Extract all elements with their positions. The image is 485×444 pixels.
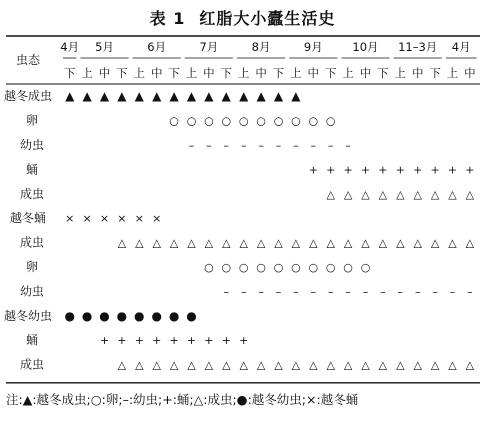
period-header: 中 (464, 66, 476, 80)
stage-mark: ○ (291, 261, 301, 274)
month-header: 4月 (451, 40, 471, 54)
stage-mark: – (206, 139, 212, 152)
stage-mark: – (327, 139, 334, 152)
stage-mark: + (99, 334, 110, 348)
stage-mark: ● (134, 308, 145, 323)
row-label: 卵 (25, 260, 39, 274)
stage-mark: + (117, 334, 127, 348)
stage-mark: △ (169, 358, 179, 372)
table-number: 表 1 (149, 9, 186, 28)
month-header: 9月 (303, 40, 323, 54)
stage-mark: – (414, 285, 421, 299)
stage-mark: △ (256, 358, 266, 372)
stage-mark: △ (256, 236, 266, 250)
period-header: 中 (411, 66, 424, 80)
stage-mark: △ (396, 187, 405, 201)
stage-mark: – (327, 285, 334, 299)
period-header: 下 (220, 66, 233, 80)
stage-mark: △ (378, 236, 388, 250)
stage-mark: △ (448, 358, 457, 372)
stage-mark: ○ (186, 114, 197, 128)
stage-mark: △ (152, 358, 161, 372)
stage-mark: ▲ (256, 89, 266, 104)
stage-mark: △ (274, 236, 283, 250)
stage-mark: △ (361, 236, 370, 250)
stage-mark: – (293, 285, 299, 299)
stage-mark: ○ (204, 261, 214, 274)
row-label: 越冬幼虫 (3, 308, 53, 323)
stage-mark: + (221, 334, 231, 348)
stage-mark: + (447, 163, 458, 177)
stage-mark: – (432, 285, 438, 299)
period-header: 下 (63, 66, 76, 80)
month-header: 10月 (352, 40, 379, 54)
stage-mark: △ (135, 358, 144, 372)
stage-mark: ● (99, 308, 110, 323)
stage-mark: ▲ (186, 89, 197, 104)
stage-mark: × (99, 212, 110, 226)
stage-mark: – (467, 285, 473, 299)
stage-mark: ▲ (82, 89, 92, 104)
table-caption: 红脂大小蠹生活史 (199, 9, 336, 28)
row-label: 成虫 (19, 186, 45, 201)
period-header: 下 (272, 66, 285, 80)
month-header: 6月 (147, 40, 167, 54)
stage-mark: – (223, 285, 230, 299)
stage-mark: △ (326, 236, 335, 250)
stage-mark: △ (361, 358, 370, 372)
stage-mark: – (258, 139, 264, 152)
stage-mark: – (223, 139, 230, 152)
stage-mark: – (310, 139, 317, 152)
stage-mark: ○ (256, 261, 266, 274)
stage-mark: ● (151, 308, 162, 323)
stage-mark: × (82, 212, 92, 226)
stage-mark: – (293, 139, 299, 152)
stage-mark: + (343, 163, 353, 177)
stage-mark: ○ (273, 114, 284, 128)
stage-mark: △ (465, 187, 475, 201)
stage-mark: △ (117, 358, 127, 372)
stage-mark: △ (396, 358, 405, 372)
stage-mark: + (204, 334, 214, 348)
row-label: 卵 (25, 113, 39, 128)
stage-mark: ○ (221, 114, 232, 128)
stage-mark: – (397, 285, 404, 299)
stage-mark: ▲ (134, 89, 144, 104)
stage-mark: – (275, 139, 282, 152)
stage-mark: ○ (325, 261, 336, 274)
stage-mark: ○ (308, 114, 319, 128)
stage-mark: △ (378, 358, 388, 372)
row-label: 蛹 (25, 333, 39, 348)
stage-mark: △ (430, 358, 440, 372)
row-label: 成虫 (19, 357, 45, 372)
stage-mark: △ (239, 236, 248, 250)
stage-mark: + (465, 163, 475, 177)
stage-mark: ▲ (204, 89, 214, 104)
period-header: 下 (429, 66, 441, 80)
stage-mark: △ (274, 358, 283, 372)
period-header: 上 (394, 66, 407, 80)
stage-mark: △ (326, 358, 335, 372)
stage-mark: + (308, 163, 318, 177)
period-header: 中 (150, 66, 163, 80)
stage-mark: △ (204, 358, 214, 372)
legend-note: 注:▲:越冬成虫;○:卵;–:幼虫;+:蛹;△:成虫;●:越冬幼虫;×:越冬蛹 (6, 392, 359, 407)
stage-mark: + (169, 334, 179, 348)
stage-mark: △ (117, 236, 127, 250)
stage-mark: – (188, 139, 195, 152)
stage-mark: ○ (238, 261, 249, 274)
period-header: 上 (342, 66, 354, 80)
stage-mark: × (134, 212, 144, 226)
period-header: 下 (324, 66, 337, 80)
stage-mark: ▲ (117, 89, 127, 104)
stage-mark: ▲ (291, 89, 301, 104)
stage-mark: – (240, 285, 247, 299)
stage-mark: × (65, 212, 75, 226)
month-header: 8月 (251, 40, 271, 54)
stage-mark: – (345, 139, 351, 152)
period-header: 上 (237, 66, 250, 80)
row-label: 蛹 (25, 162, 39, 177)
period-header: 中 (203, 66, 215, 80)
row-label: 幼虫 (19, 138, 45, 152)
stage-mark: ▲ (239, 89, 249, 104)
stage-mark: △ (343, 236, 353, 250)
stage-mark: + (360, 163, 371, 177)
stage-mark: △ (430, 236, 440, 250)
stage-mark: – (240, 139, 247, 152)
stage-mark: ○ (308, 261, 319, 274)
stage-mark: △ (430, 187, 440, 201)
stage-mark: ○ (204, 114, 214, 128)
stage-mark: △ (413, 187, 422, 201)
stage-mark: △ (169, 236, 179, 250)
stage-mark: + (239, 334, 249, 348)
period-header: 中 (98, 66, 111, 80)
period-header: 上 (133, 66, 146, 80)
corner-label: 虫态 (15, 53, 41, 67)
stage-mark: ○ (221, 261, 232, 274)
row-label: 越冬蛹 (9, 211, 47, 226)
stage-mark: △ (239, 358, 248, 372)
stage-mark: △ (343, 358, 353, 372)
period-header: 上 (185, 66, 198, 80)
stage-mark: – (258, 285, 264, 299)
stage-mark: △ (465, 358, 475, 372)
stage-mark: ○ (343, 261, 353, 274)
stage-mark: △ (343, 187, 353, 201)
stage-mark: + (395, 163, 405, 177)
stage-mark: – (362, 285, 369, 299)
stage-mark: + (378, 163, 388, 177)
stage-mark: △ (378, 187, 388, 201)
period-header: 中 (255, 66, 267, 80)
stage-mark: ▲ (65, 89, 75, 104)
row-label: 成虫 (19, 235, 45, 250)
period-header: 上 (290, 66, 302, 80)
month-header: 4月 (60, 40, 80, 54)
stage-mark: ▲ (221, 89, 231, 104)
stage-mark: △ (309, 236, 318, 250)
month-header: 7月 (199, 40, 219, 54)
stage-mark: ○ (169, 114, 179, 128)
stage-mark: △ (396, 236, 405, 250)
stage-mark: △ (465, 236, 475, 250)
stage-mark: △ (291, 358, 301, 372)
stage-mark: △ (413, 236, 422, 250)
stage-mark: △ (204, 236, 214, 250)
period-header: 下 (116, 66, 128, 80)
stage-mark: △ (187, 358, 196, 372)
stage-mark: △ (309, 358, 318, 372)
period-header: 中 (307, 66, 320, 80)
period-header: 上 (81, 66, 93, 80)
stage-mark: ○ (238, 114, 249, 128)
stage-mark: ▲ (273, 89, 284, 104)
stage-mark: △ (291, 236, 301, 250)
stage-mark: ▲ (152, 89, 162, 104)
stage-mark: ○ (325, 114, 336, 128)
stage-mark: ● (81, 308, 93, 323)
stage-mark: – (275, 285, 282, 299)
stage-mark: △ (448, 236, 457, 250)
row-label: 幼虫 (19, 284, 45, 299)
stage-mark: ▲ (169, 89, 179, 104)
stage-mark: △ (222, 236, 231, 250)
stage-mark: + (152, 334, 162, 348)
stage-mark: ● (186, 308, 197, 323)
stage-mark: ○ (256, 114, 266, 128)
stage-mark: × (152, 212, 162, 226)
stage-mark: – (345, 285, 351, 299)
stage-mark: △ (326, 187, 335, 201)
stage-mark: △ (222, 358, 231, 372)
stage-mark: × (117, 212, 127, 226)
stage-mark: ● (168, 308, 180, 323)
period-header: 上 (446, 66, 459, 80)
stage-mark: + (186, 334, 197, 348)
stage-mark: △ (152, 236, 161, 250)
stage-mark: ○ (291, 114, 301, 128)
stage-mark: △ (448, 187, 457, 201)
stage-mark: ● (64, 308, 75, 323)
stage-mark: ○ (360, 261, 371, 274)
stage-mark: + (413, 163, 423, 177)
stage-mark: ● (116, 308, 128, 323)
period-header: 中 (359, 66, 372, 80)
row-label: 越冬成虫 (3, 89, 53, 104)
stage-mark: + (430, 163, 440, 177)
stage-mark: △ (361, 187, 370, 201)
stage-mark: ○ (273, 261, 284, 274)
period-header: 下 (377, 66, 389, 80)
stage-mark: – (310, 285, 317, 299)
stage-mark: △ (413, 358, 422, 372)
stage-mark: – (449, 285, 456, 299)
period-header: 下 (168, 66, 180, 80)
stage-mark: + (134, 334, 144, 348)
stage-mark: – (380, 285, 386, 299)
stage-mark: ▲ (99, 89, 110, 104)
month-header: 5月 (95, 40, 114, 54)
stage-mark: + (326, 163, 336, 177)
stage-mark: △ (187, 236, 196, 250)
stage-mark: △ (135, 236, 144, 250)
month-header: 11–3月 (398, 40, 438, 54)
